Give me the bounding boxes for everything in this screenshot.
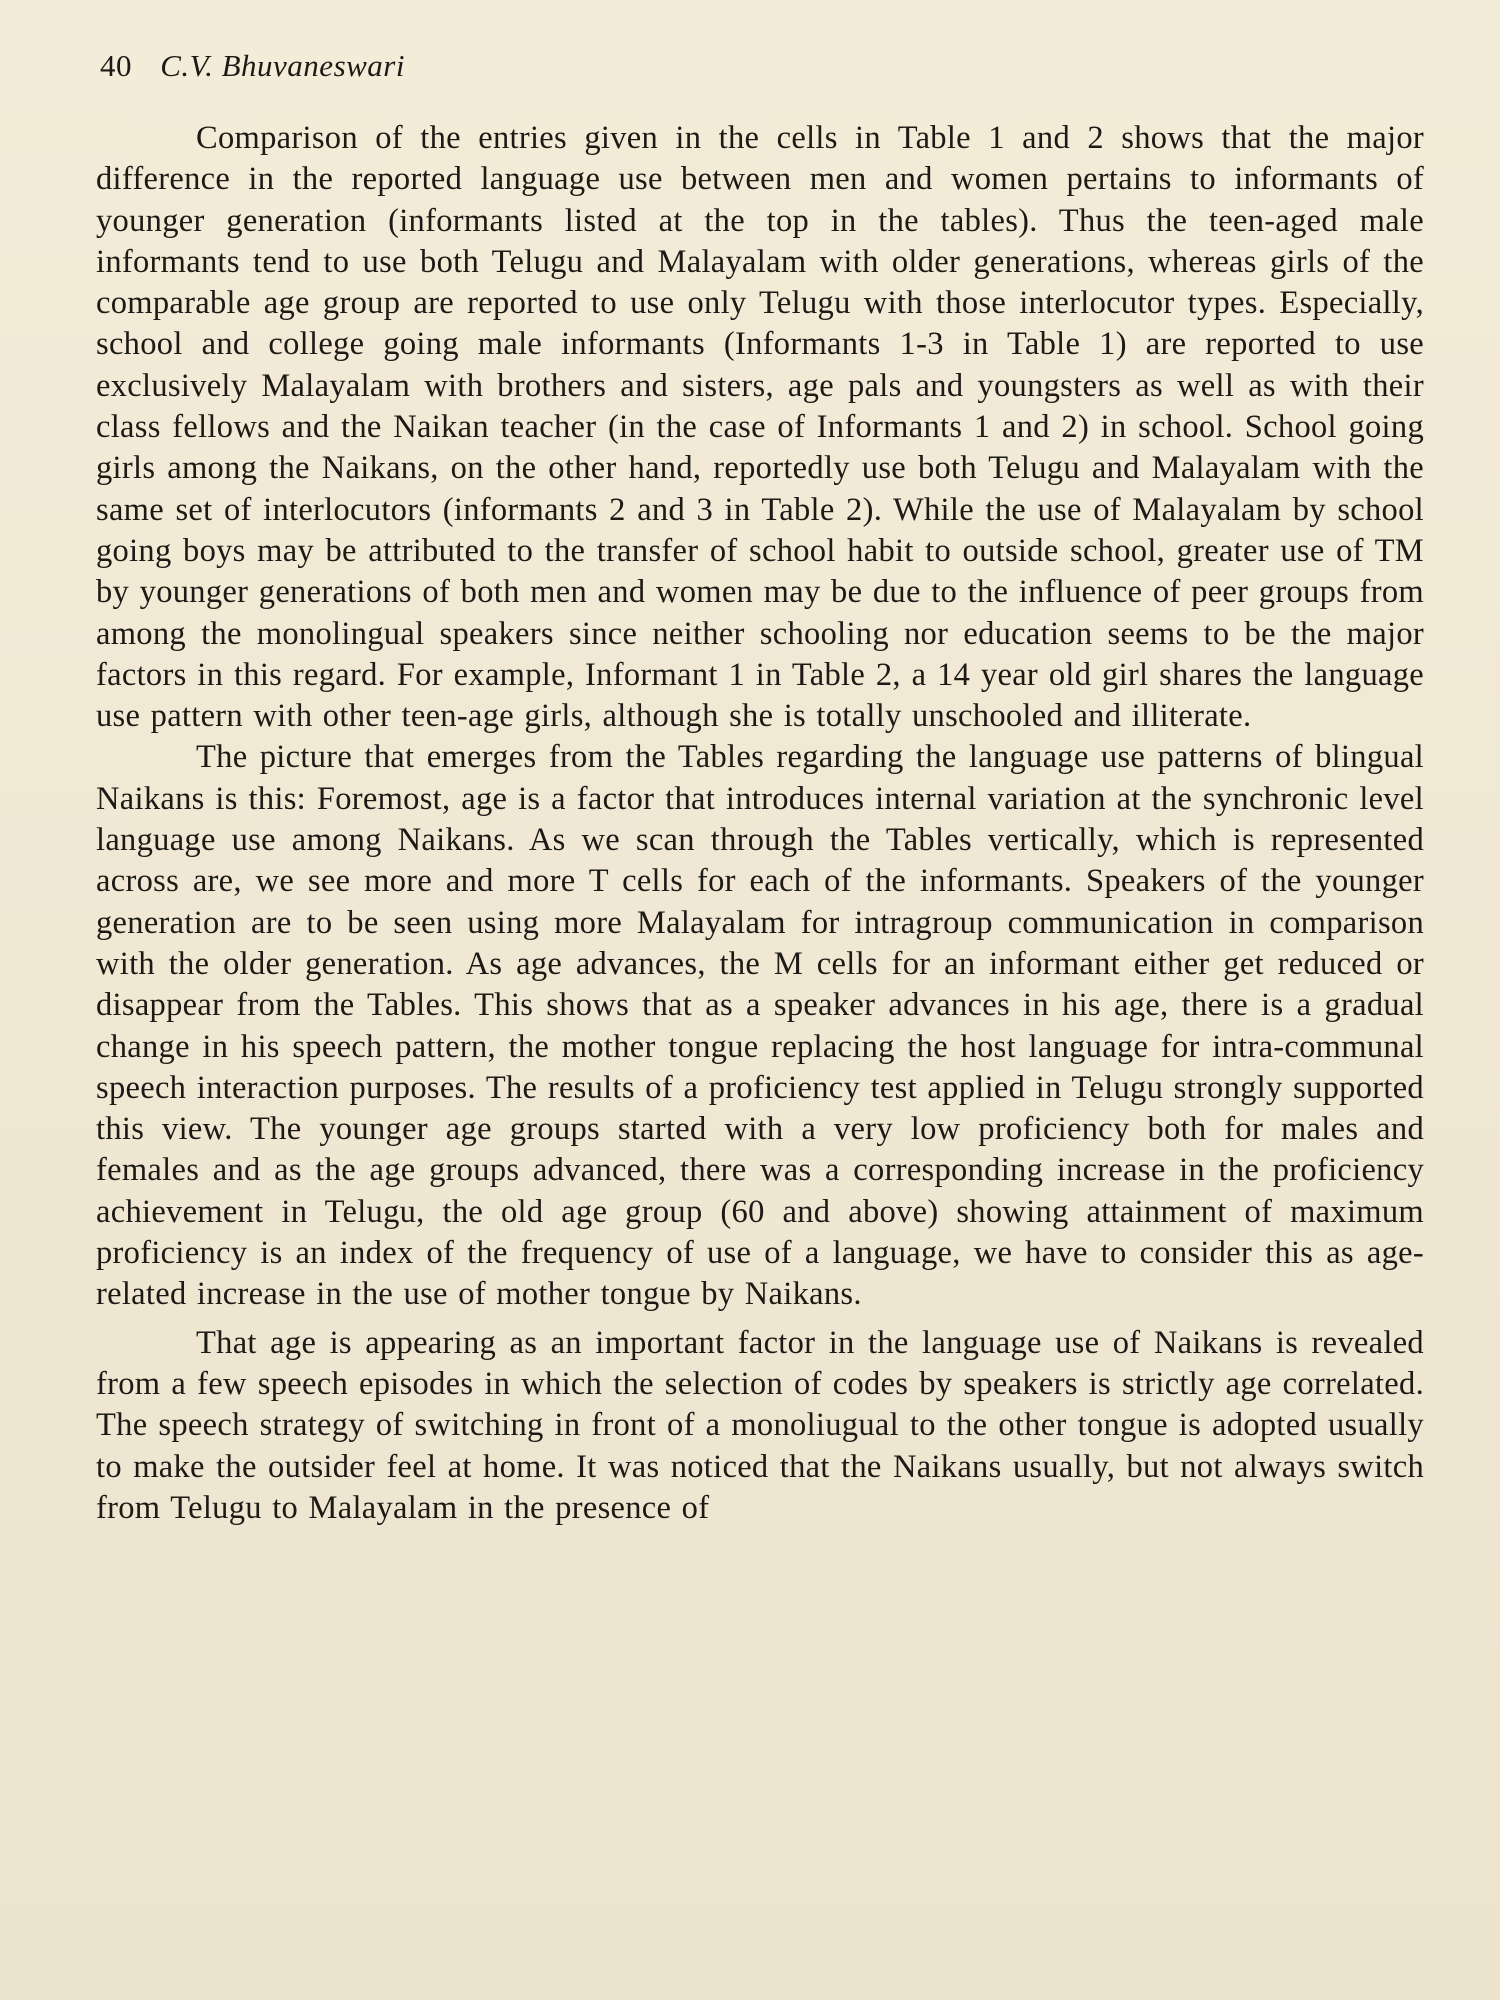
paragraph: Comparison of the entries given in the cells in Table 1 and 2 shows that the major difference in the reported language use between men and women pertains to informants of younger generation (informants listed at the top in the tables). Thus the teen-aged male informants tend to use both Telugu and Malayalam with older generations, whereas girls of the comparable age group are reported to use only Telugu with those interlocutor types. Especially, school and college going male informants (Informants 1-3 in Table 1) are reported to use exclusively Malayalam with brothers and sisters, age pals and youngsters as well as with their class fellows and the Naikan teacher (in the case of Informants 1 and 2) in school. School going girls among the Naikans, on the other hand, reportedly use both Telugu and Malayalam with the same set of interlocutors (informants 2 and 3 in Table 2). While the use of Malayalam by school going boys may be attributed to the transfer of school habit to outside school, greater use of TM by younger generations of both men and women may be due to the influence of peer groups from among the monolingual speakers since neither schooling nor education seems to be the major factors in this regard. For example, Informant 1 in Table 2, a 14 year old girl shares the language use pattern with other teen-age girls, although she is totally unschooled and illiterate. xyxy=(96,120,1424,735)
paragraph: That age is appearing as an important factor in the language use of Naikans is revealed from a few speech episodes in which the selection of codes by speakers is strictly age correlated. The speech strategy of switching in front of a monoliugual to the other tongue is adopted usually to make the outsider feel at home. It was noticed that the Naikans usually, but not always switch from Telugu to Malayalam in the presence of xyxy=(96,1324,1424,1526)
body-text xyxy=(96,118,1424,1529)
page-number: 40 xyxy=(100,48,132,83)
paragraph: The picture that emerges from the Tables regarding the language use patterns of blingual Naikans is this: Foremost, age is a factor that introduces internal variation at the synchronic level language use among Naikans. As we scan through the Tables vertically, which is represented across are, we see more and more T cells for each of the informants. Speakers of the younger generation are to be seen using more Malayalam for intragroup communication in comparison with the older generation. As age advances, the M cells for an informant either get reduced or disappear from the Tables. This shows that as a speaker advances in his age, there is a gradual change in his speech pattern, the mother tongue replacing the host language for intra-communal speech interaction purposes. The results of a proficiency test applied in Telugu strongly supported this view. The younger age groups started with a very low proficiency both for males and females and as the age groups advanced, there was a corresponding increase in the proficiency achievement in Telugu, the old age group (60 and above) showing attainment of maximum proficiency is an index of the frequency of use of a language, we have to consider this as age-related increase in the use of mother tongue by Naikans. xyxy=(96,739,1424,1313)
running-head-author: C.V. Bhuvaneswari xyxy=(160,48,405,83)
running-head xyxy=(100,44,405,88)
